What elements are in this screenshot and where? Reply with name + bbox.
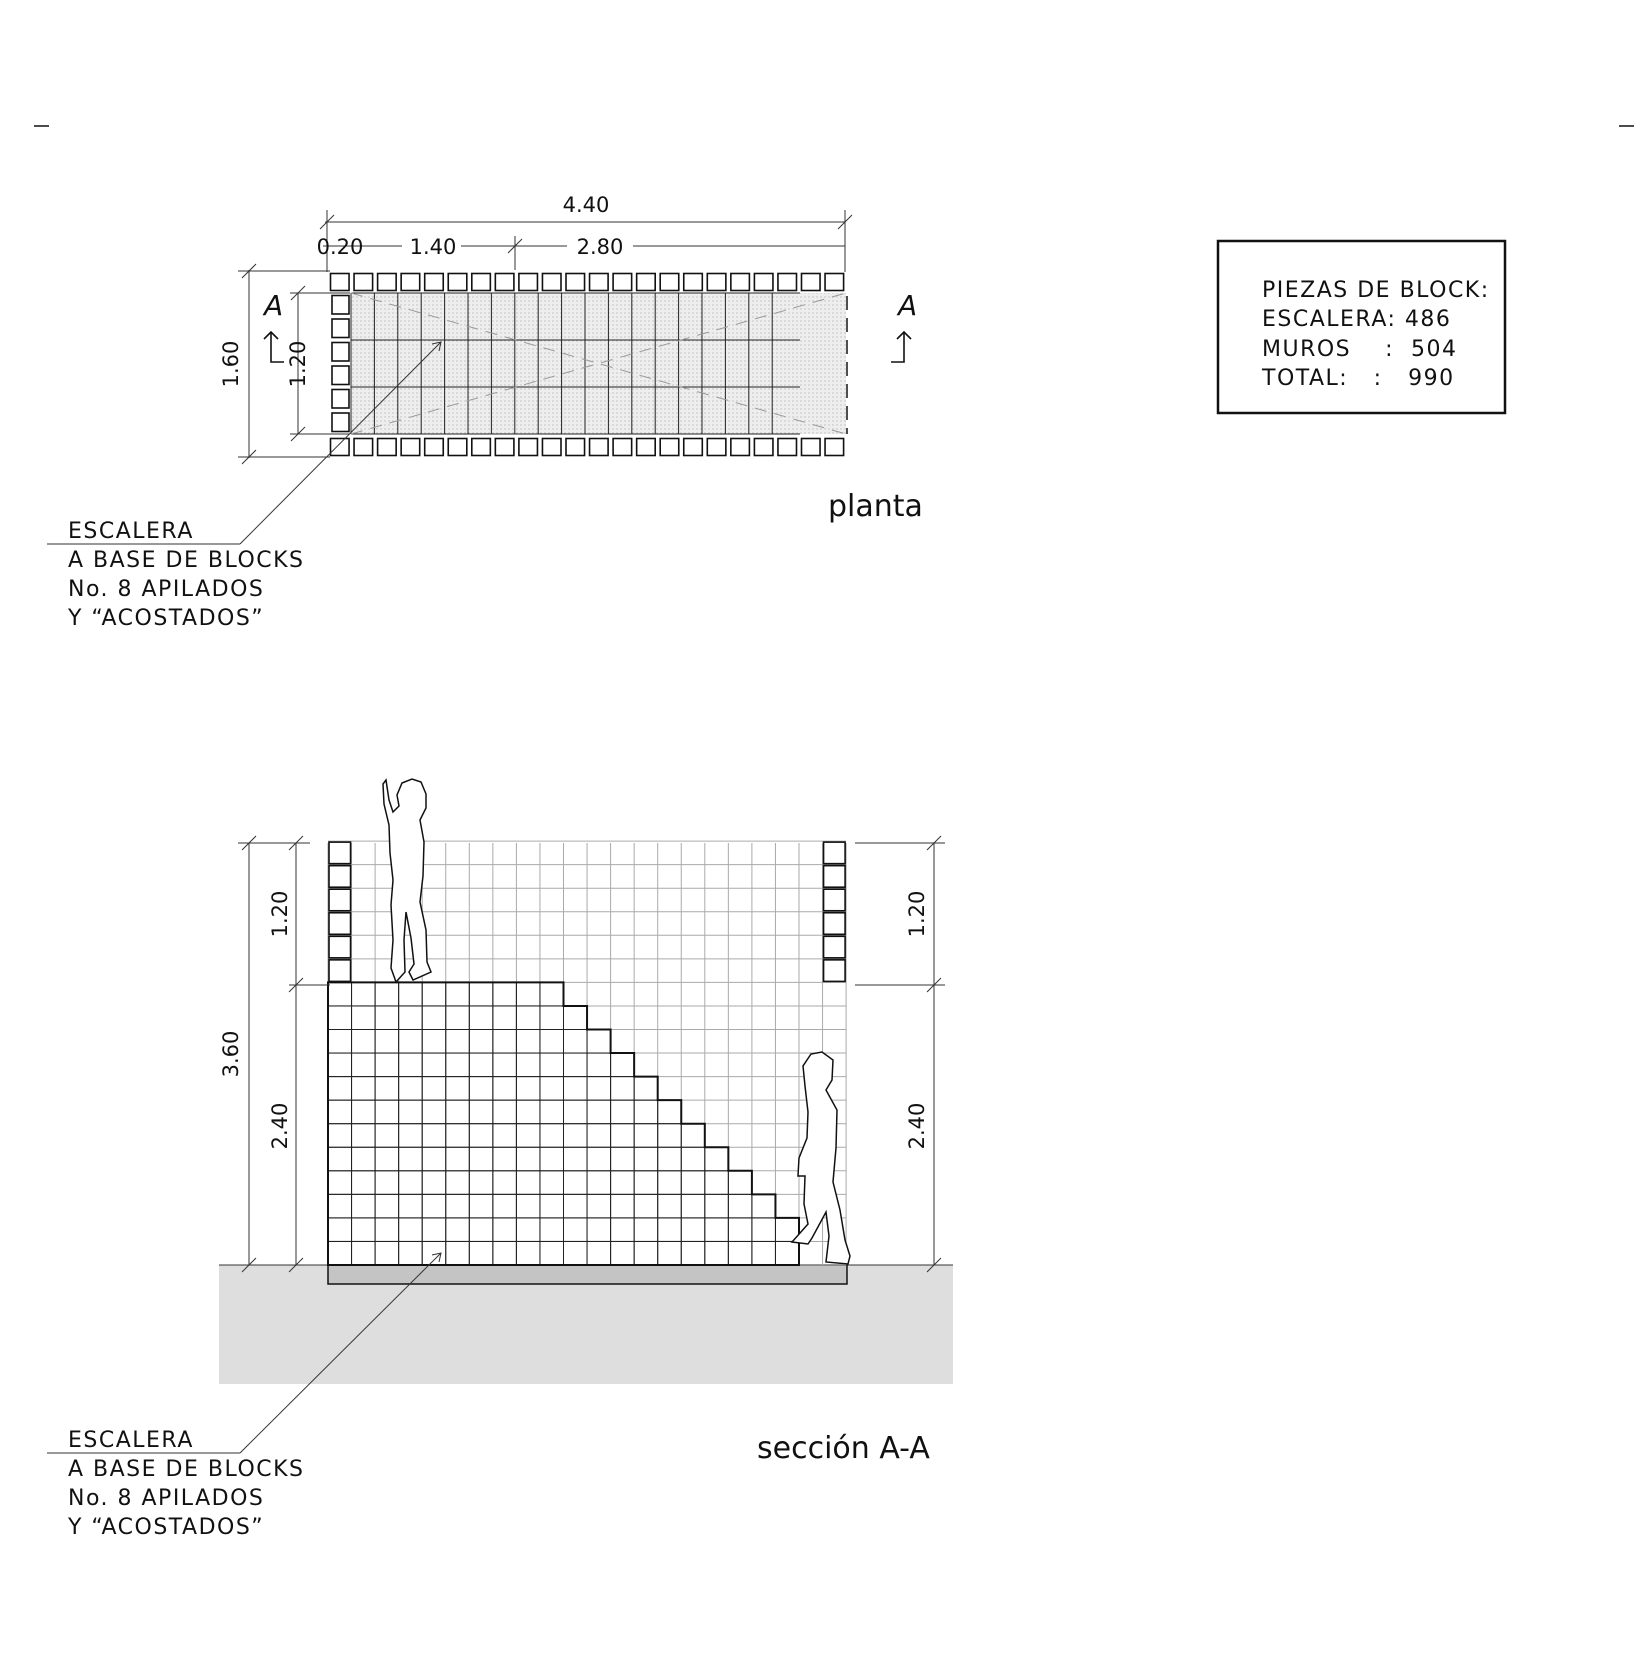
section-view — [219, 779, 953, 1384]
dim-wall-height-left-label: 1.20 — [268, 890, 292, 938]
plan-block — [802, 274, 821, 291]
plan-block — [332, 296, 349, 315]
wall-block — [824, 866, 846, 888]
plan-block — [754, 439, 773, 456]
legend-stair-count: ESCALERA: 486 — [1262, 307, 1452, 332]
section-title: sección A-A — [757, 1431, 930, 1466]
dim-stair-height-left-label: 2.40 — [268, 1102, 292, 1150]
plan-block — [613, 439, 632, 456]
plan-block — [660, 274, 679, 291]
plan-block — [590, 274, 609, 291]
plan-end-wall-blocks — [332, 296, 349, 432]
plan-note-line3: No. 8 APILADOS — [68, 577, 265, 602]
plan-block — [332, 390, 349, 409]
plan-block — [331, 274, 350, 291]
plan-block — [825, 439, 844, 456]
plan-block — [472, 439, 491, 456]
plan-block — [825, 274, 844, 291]
legend-wall-count: MUROS : 504 — [1262, 337, 1458, 362]
plan-block — [660, 439, 679, 456]
plan-block — [542, 439, 561, 456]
dim-segment-b-label: 2.80 — [576, 235, 624, 259]
section-note-line2: A BASE DE BLOCKS — [68, 1457, 305, 1482]
plan-block — [425, 439, 444, 456]
plan-block — [707, 439, 726, 456]
plan-block — [519, 439, 538, 456]
person-standing-on-top — [383, 779, 431, 982]
plan-block — [684, 439, 703, 456]
plan-block — [448, 274, 467, 291]
plan-block — [637, 439, 656, 456]
wall-block — [329, 889, 351, 911]
plan-note-line4: Y “ACOSTADOS” — [68, 606, 265, 631]
legend-total-count: TOTAL: : 990 — [1262, 366, 1455, 391]
section-cut-mark-right: A — [898, 289, 918, 322]
wall-block — [824, 889, 846, 911]
section-dims-right — [855, 836, 945, 1272]
person-walking-up-stair — [792, 1052, 850, 1264]
plan-block — [566, 274, 585, 291]
dim-total-height-label: 3.60 — [219, 1030, 243, 1078]
wall-block — [824, 936, 846, 958]
plan-block — [332, 413, 349, 432]
plan-title: planta — [828, 489, 923, 524]
plan-block — [802, 439, 821, 456]
plan-block — [332, 343, 349, 362]
plan-block — [378, 439, 397, 456]
plan-block — [778, 274, 797, 291]
plan-block — [495, 274, 514, 291]
plan-block — [401, 274, 420, 291]
plan-note-line2: A BASE DE BLOCKS — [68, 548, 305, 573]
plan-block — [731, 439, 750, 456]
dim-inner-width-label: 1.20 — [286, 340, 310, 388]
section-cut-arrow-right — [891, 332, 911, 362]
dim-wall-height-right-label: 1.20 — [905, 890, 929, 938]
dim-stair-height-right-label: 2.40 — [905, 1102, 929, 1150]
wall-block — [824, 842, 846, 864]
plan-block — [778, 439, 797, 456]
plan-block — [425, 274, 444, 291]
plan-block — [378, 274, 397, 291]
wall-block — [824, 913, 846, 935]
wall-block — [329, 960, 351, 982]
plan-block — [332, 319, 349, 338]
dim-wall-thickness-label: 0.20 — [316, 235, 364, 259]
plan-block — [754, 274, 773, 291]
section-note-line3: No. 8 APILADOS — [68, 1486, 265, 1511]
plan-block — [590, 439, 609, 456]
plan-block — [448, 439, 467, 456]
block-count-legend — [1218, 241, 1505, 413]
plan-note-line1: ESCALERA — [68, 519, 194, 544]
section-cut-arrow-left — [264, 332, 284, 362]
plan-block — [519, 274, 538, 291]
plan-block — [354, 274, 373, 291]
plan-block — [495, 439, 514, 456]
foundation-slab — [328, 1265, 847, 1284]
plan-block — [637, 274, 656, 291]
plan-block — [707, 274, 726, 291]
wall-block — [329, 913, 351, 935]
dim-segment-a-label: 1.40 — [409, 235, 457, 259]
dim-overall-length-label: 4.40 — [562, 193, 610, 217]
plan-block — [472, 274, 491, 291]
wall-block — [824, 960, 846, 982]
wall-block — [329, 866, 351, 888]
plan-block — [331, 439, 350, 456]
plan-view — [219, 193, 923, 524]
wall-block — [329, 936, 351, 958]
section-note-line1: ESCALERA — [68, 1428, 194, 1453]
section-cut-mark-left: A — [264, 289, 284, 322]
plan-block — [613, 274, 632, 291]
dim-overall-width-label: 1.60 — [219, 340, 243, 388]
legend-title: PIEZAS DE BLOCK: — [1262, 278, 1490, 303]
plan-block — [354, 439, 373, 456]
plan-block — [566, 439, 585, 456]
plan-block — [731, 274, 750, 291]
wall-block — [329, 842, 351, 864]
section-note-line4: Y “ACOSTADOS” — [68, 1515, 265, 1540]
plan-block — [542, 274, 561, 291]
plan-block — [332, 366, 349, 385]
plan-block — [401, 439, 420, 456]
plan-block — [684, 274, 703, 291]
